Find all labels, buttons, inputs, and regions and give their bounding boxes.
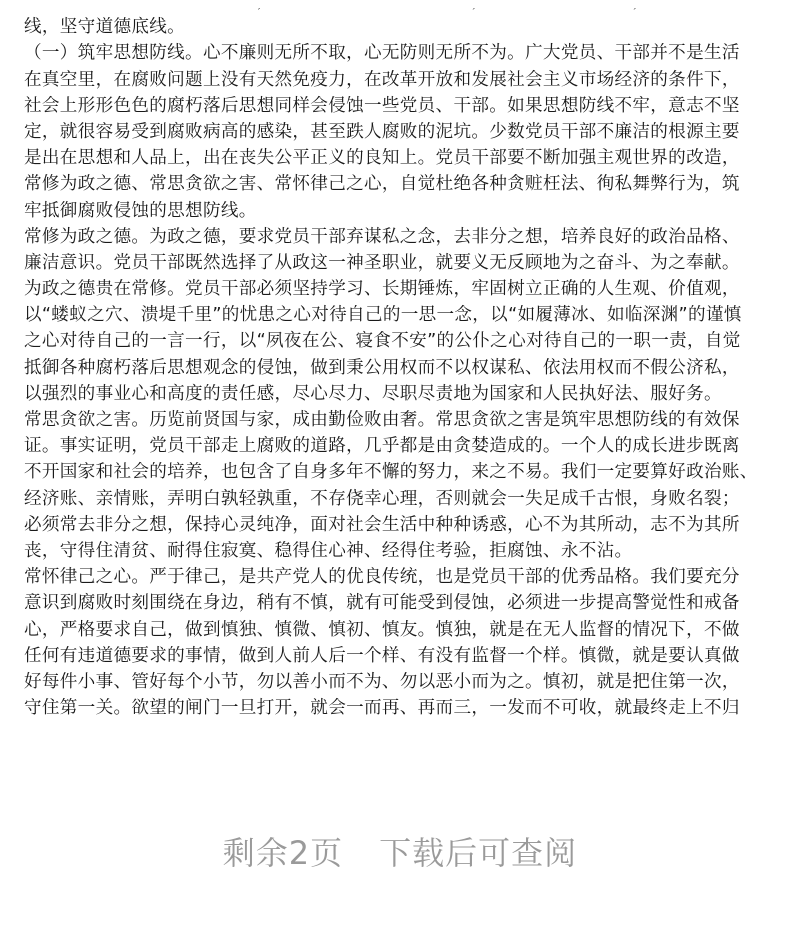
text-line: 不开国家和社会的培养，也包含了自身多年不懈的努力，来之不易。我们一定要算好政治账、 [24, 462, 758, 483]
text-line: 为政之德贵在常修。党员干部必须坚持学习、长期锤炼，牢固树立正确的人生观、价值观， [24, 279, 740, 300]
text-line: 守住第一关。欲望的闸门一旦打开，就会一而再、再而三，一发而不可收，就最终走上不归 [24, 698, 740, 719]
text-line: 社会上形形色色的腐朽落后思想同样会侵蚀一些党员、干部。如果思想防线不牢，意志不坚 [24, 95, 740, 116]
text-line: 证。事实证明，党员干部走上腐败的道路，几乎都是由贪婪造成的。一个人的成长进步既离 [24, 436, 740, 457]
text-line: 牢抵御腐败侵蚀的思想防线。 [24, 200, 257, 221]
text-line: 定，就很容易受到腐败病高的感染，甚至跌人腐败的泥坑。少数党员干部不廉洁的根源主要 [24, 121, 740, 142]
text-line: 好每件小事、管好每个小节，勿以善小而不为、勿以恶小而为之。慎初，就是把住第一次， [24, 671, 740, 692]
text-line: 任何有违道德要求的事情，做到人前人后一个样、有没有监督一个样。慎微，就是要认真做 [24, 645, 740, 666]
download-prompt[interactable] [0, 828, 800, 874]
text-line: 廉洁意识。党员干部既然选择了从政这一神圣职业，就要义无反顾地为之奋斗、为之奉献。 [24, 252, 740, 273]
text-line: 心，严格要求自己，做到慎独、慎微、慎初、慎友。慎独，就是在无人监督的情况下，不做 [24, 619, 740, 640]
text-line: 常修为政之德。为政之德，要求党员干部弃谋私之念，去非分之想，培养良好的政治品格、 [24, 226, 740, 247]
text-line: 之心对待自己的一言一行，以“夙夜在公、寝食不安”的公仆之心对待自己的一职一责，自觉 [24, 331, 741, 352]
text-line: 意识到腐败时刻围绕在身边，稍有不慎，就有可能受到侵蚀，必须进一步提高警觉性和戒备 [24, 593, 740, 614]
text-line: 在真空里，在腐败问题上没有天然免疫力，在改革开放和发展社会主义市场经济的条件下， [24, 69, 740, 90]
text-line: 经济账、亲情账，弄明白孰轻孰重，不存侥幸心理，否则就会一失足成千古恨，身败名裂； [24, 488, 740, 509]
document-body [24, 0, 780, 721]
text-line: 以“蝼蚁之穴、溃堤千里”的忧患之心对待自己的一思一念，以“如履薄冰、如临深渊”的谨慎 [24, 305, 742, 326]
text-line: 常怀律己之心。严于律己，是共产党人的优良传统，也是党员干部的优秀品格。我们要充分 [24, 567, 740, 588]
text-line: 抵御各种腐朽落后思想观念的侵蚀，做到秉公用权而不以权谋私、依法用权而不假公济私， [24, 357, 740, 378]
remaining-pages-label: 剩余2页 [222, 834, 344, 872]
text-line: 必须常去非分之想，保持心灵纯净，面对社会生活中种种诱惑，心不为其所动，志不为其所 [24, 514, 740, 535]
text-line: 以强烈的事业心和高度的责任感，尽心尽力、尽职尽责地为国家和人民执好法、服好务。 [24, 383, 722, 404]
text-line: （一）筑牢思想防线。心不廉则无所不取，心无防则无所不为。广大党员、干部并不是生活 [24, 43, 740, 64]
text-line: 常修为政之德、常思贪欲之害、常怀律己之心，自觉杜绝各种贪赃枉法、徇私舞弊行为，筑 [24, 174, 740, 195]
text-line: 线，坚守道德底线。 [24, 17, 186, 38]
download-to-view-label: 下载后可查阅 [379, 834, 578, 872]
text-line: 是出在思想和人品上，出在丧失公平正义的良知上。党员干部要不断加强主观世界的改造， [24, 148, 740, 169]
text-line: 常思贪欲之害。历览前贤国与家，成由勤俭败由奢。常思贪欲之害是筑牢思想防线的有效保 [24, 410, 740, 430]
top-crop-edge [0, 0, 800, 8]
text-line: 丧，守得住清贫、耐得住寂寞、稳得住心神、经得住考验，拒腐蚀、永不沾。 [24, 540, 633, 561]
